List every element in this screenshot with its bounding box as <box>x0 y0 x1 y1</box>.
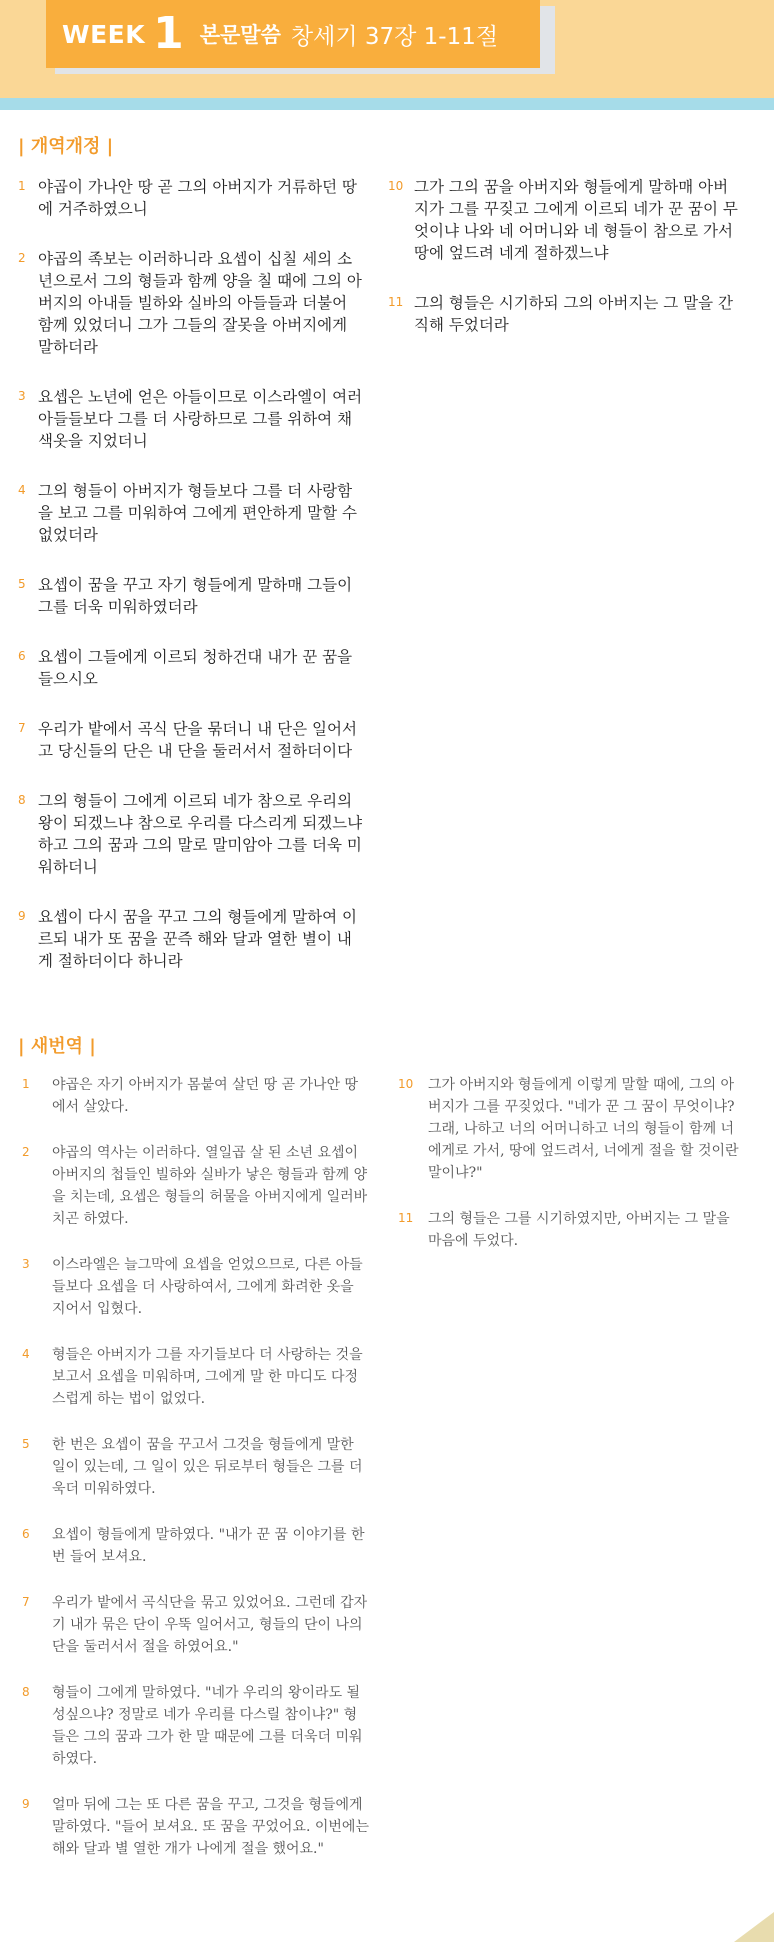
verse-item <box>18 480 363 546</box>
verse-number: 3 <box>18 389 26 403</box>
verse-item <box>22 1142 370 1230</box>
verse-number: 2 <box>22 1145 30 1159</box>
verse-text: 야곱이 가나안 땅 곧 그의 아버지가 거류하던 땅에 거주하였으니 <box>38 178 357 218</box>
verse-item <box>22 1682 370 1770</box>
verse-text: 얼마 뒤에 그는 또 다른 꿈을 꾸고, 그것을 형들에게 말하였다. "들어 보셔요. 또 꿈을 꾸었어요. 이번에는 해와 달과 별 열한 개가 나에게 절을 했어요." <box>52 1797 369 1857</box>
verse-item <box>18 574 363 618</box>
verse-text: 그가 그의 꿈을 아버지와 형들에게 말하매 아버지가 그를 꾸짖고 그에게 이르되 네가 꾼 꿈이 무엇이냐 나와 네 어머니와 네 형들이 참으로 가서 땅에 엎드려 네게 절하겠느냐 <box>414 178 738 262</box>
verse-number: 3 <box>22 1257 30 1271</box>
verse-item <box>388 176 738 264</box>
verse-text: 형들이 그에게 말하였다. "네가 우리의 왕이라도 될 성싶으냐? 정말로 네가 우리를 다스릴 참이냐?" 형들은 그의 꿈과 그가 한 말 때문에 그를 더욱더 미워하였다. <box>52 1685 363 1767</box>
verse-number: 9 <box>22 1797 30 1811</box>
verse-text: 그의 형들이 그에게 이르되 네가 참으로 우리의 왕이 되겠느냐 참으로 우리를 다스리게 되겠느냐 하고 그의 꿈과 그의 말로 말미암아 그를 더욱 미워하더니 <box>38 792 363 876</box>
saebeonyeok-left-column <box>22 1074 370 1884</box>
verse-text: 이스라엘은 늘그막에 요셉을 얻었으므로, 다른 아들들보다 요셉을 더 사랑하여서, 그에게 화려한 옷을 지어서 입혔다. <box>52 1257 363 1317</box>
verse-item <box>18 248 363 358</box>
verse-number: 5 <box>18 577 26 591</box>
verse-item <box>398 1208 743 1252</box>
verse-number: 11 <box>388 295 404 309</box>
verse-number: 8 <box>22 1685 30 1699</box>
title-box <box>46 0 540 68</box>
verse-text: 요셉이 형들에게 말하였다. "내가 꾼 꿈 이야기를 한 번 들어 보셔요. <box>52 1527 365 1565</box>
corner-fold-decoration <box>734 1912 774 1942</box>
verse-text: 한 번은 요셉이 꿈을 꾸고서 그것을 형들에게 말한 일이 있는데, 그 일이 있은 뒤로부터 형들은 그를 더욱더 미워하였다. <box>52 1437 363 1497</box>
verse-item <box>18 386 363 452</box>
title-label: 본문말씀 <box>199 23 281 47</box>
verse-text: 요셉이 다시 꿈을 꾸고 그의 형들에게 말하여 이르되 내가 또 꿈을 꾼즉 해와 달과 열한 별이 내게 절하더이다 하니라 <box>38 908 357 970</box>
verse-number: 10 <box>388 179 404 193</box>
verse-item <box>22 1344 370 1410</box>
scripture-reference: 창세기 37장 1-11절 <box>290 23 499 50</box>
verse-item <box>22 1254 370 1320</box>
verse-item <box>22 1592 370 1658</box>
gaeyeok-right-column <box>388 176 738 364</box>
verse-item <box>18 906 363 972</box>
verse-item <box>22 1794 370 1860</box>
verse-number: 8 <box>18 793 26 807</box>
verse-text: 그의 형들은 그를 시기하였지만, 아버지는 그 말을 마음에 두었다. <box>428 1211 730 1249</box>
section-title-saebeonyeok: | 새번역 | <box>18 1036 96 1057</box>
verse-text: 형들은 아버지가 그를 자기들보다 더 사랑하는 것을 보고서 요셉을 미워하며, 그에게 말 한 마디도 다정스럽게 하는 법이 없었다. <box>52 1347 363 1407</box>
verse-item <box>18 790 363 878</box>
verse-item <box>22 1524 370 1568</box>
verse-text: 야곱은 자기 아버지가 몸붙여 살던 땅 곧 가나안 땅에서 살았다. <box>52 1077 359 1115</box>
verse-item <box>398 1074 743 1184</box>
verse-number: 6 <box>18 649 26 663</box>
verse-number: 1 <box>22 1077 30 1091</box>
verse-number: 6 <box>22 1527 30 1541</box>
verse-number: 5 <box>22 1437 30 1451</box>
verse-text: 우리가 밭에서 곡식단을 묶고 있었어요. 그런데 갑자기 내가 묶은 단이 우뚝 일어서고, 형들의 단이 나의 단을 둘러서서 절을 하였어요." <box>52 1595 368 1655</box>
verse-text: 그가 아버지와 형들에게 이렇게 말할 때에, 그의 아버지가 그를 꾸짖었다. "네가 꾼 그 꿈이 무엇이냐? 그래, 나하고 너의 어머니하고 너의 형들이 함께 너에게로 가서, 땅에 엎드려서, 너에게 절을 할 것이란 말이냐?" <box>428 1077 739 1181</box>
verse-item <box>22 1074 370 1118</box>
gaeyeok-left-column <box>18 176 363 1000</box>
verse-item <box>18 176 363 220</box>
header-stripe <box>0 98 774 110</box>
verse-number: 11 <box>398 1211 414 1225</box>
verse-text: 야곱의 족보는 이러하니라 요셉이 십칠 세의 소년으로서 그의 형들과 함께 양을 칠 때에 그의 아버지의 아내들 빌하와 실바의 아들들과 더불어 함께 있었더니 그가 그들의 잘못을 아버지에게 말하더라 <box>38 250 362 356</box>
verse-item <box>18 718 363 762</box>
verse-number: 10 <box>398 1077 414 1091</box>
verse-text: 그의 형들은 시기하되 그의 아버지는 그 말을 간직해 두었더라 <box>414 294 733 334</box>
verse-text: 우리가 밭에서 곡식 단을 묶더니 내 단은 일어서고 당신들의 단은 내 단을 둘러서서 절하더이다 <box>38 720 357 760</box>
verse-number: 7 <box>22 1595 30 1609</box>
verse-item <box>388 292 738 336</box>
verse-text: 야곱의 역사는 이러하다. 열일곱 살 된 소년 요셉이 아버지의 첩들인 빌하와 실바가 낳은 형들과 함께 양을 치는데, 요셉은 형들의 허물을 아버지에게 일러바치곤 하였다. <box>52 1145 368 1227</box>
verse-item <box>22 1434 370 1500</box>
verse-number: 1 <box>18 179 26 193</box>
week-number: 1 <box>153 8 184 59</box>
verse-number: 9 <box>18 909 26 923</box>
verse-text: 요셉이 꿈을 꾸고 자기 형들에게 말하매 그들이 그를 더욱 미워하였더라 <box>38 576 353 616</box>
verse-number: 7 <box>18 721 26 735</box>
verse-text: 요셉은 노년에 얻은 아들이므로 이스라엘이 여러 아들들보다 그를 더 사랑하므로 그를 위하여 채색옷을 지었더니 <box>38 388 363 450</box>
verse-number: 4 <box>22 1347 30 1361</box>
verse-number: 2 <box>18 251 26 265</box>
section-title-gaeyeok: | 개역개정 | <box>18 136 114 157</box>
verse-number: 4 <box>18 483 26 497</box>
verse-item <box>18 646 363 690</box>
saebeonyeok-right-column <box>398 1074 743 1276</box>
verse-text: 요셉이 그들에게 이르되 청하건대 내가 꾼 꿈을 들으시오 <box>38 648 353 688</box>
verse-text: 그의 형들이 아버지가 형들보다 그를 더 사랑함을 보고 그를 미워하여 그에게 편안하게 말할 수 없었더라 <box>38 482 357 544</box>
week-word: WEEK <box>62 19 146 49</box>
